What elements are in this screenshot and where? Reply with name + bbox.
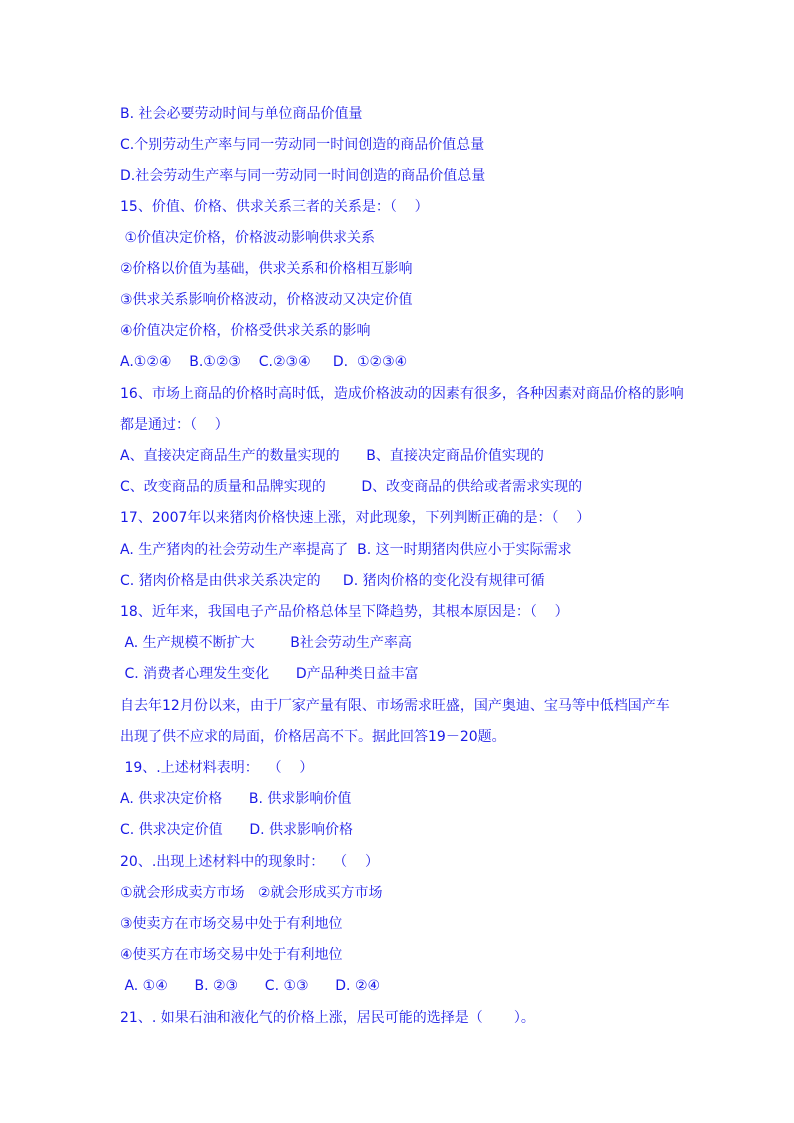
q18-choices-ab: A. 生产规模不断扩大 B社会劳动生产率高: [120, 635, 412, 651]
text-line-2: C.个别劳动生产率与同一劳动同一时间创造的商品价值总量: [120, 137, 485, 153]
question-16-line-1: 16、市场上商品的价格时高时低，造成价格波动的因素有很多，各种因素对商品价格的影响: [120, 386, 684, 402]
q18-choices-cd: C. 消费者心理发生变化 D产品种类日益丰富: [120, 666, 419, 682]
q17-choices-cd: C. 猪肉价格是由供求关系决定的 D. 猪肉价格的变化没有规律可循: [120, 573, 545, 589]
q15-option-4: ④价值决定价格，价格受供求关系的影响: [120, 323, 371, 339]
q16-choices-cd: C、改变商品的质量和品牌实现的 D、改变商品的供给或者需求实现的: [120, 479, 583, 495]
q19-choices-cd: C. 供求决定价值 D. 供求影响价格: [120, 822, 354, 838]
q20-option-12: ①就会形成卖方市场 ②就会形成买方市场: [120, 885, 383, 901]
material-line-2: 出现了供不应求的局面，价格居高不下。据此回答19－20题。: [120, 729, 506, 745]
q20-choices: A. ①④ B. ②③ C. ①③ D. ②④: [120, 978, 381, 994]
question-20: 20、.出现上述材料中的现象时： （ ）: [120, 854, 379, 870]
q19-choices-ab: A. 供求决定价格 B. 供求影响价值: [120, 791, 352, 807]
question-18: 18、近年来，我国电子产品价格总体呈下降趋势，其根本原因是：（ ）: [120, 604, 569, 620]
q15-option-3: ③供求关系影响价格波动，价格波动又决定价值: [120, 292, 413, 308]
material-line-1: 自去年12月份以来，由于厂家产量有限、市场需求旺盛，国产奥迪、宝马等中低档国产车: [120, 698, 670, 714]
question-19: 19、.上述材料表明： （ ）: [120, 760, 314, 776]
q16-choices-ab: A、直接决定商品生产的数量实现的 B、直接决定商品价值实现的: [120, 448, 544, 464]
q20-option-4: ④使买方在市场交易中处于有利地位: [120, 947, 343, 963]
question-21: 21、. 如果石油和液化气的价格上涨，居民可能的选择是（ ）。: [120, 1010, 535, 1026]
q15-choices: A.①②④ B.①②③ C.②③④ D. ①②③④: [120, 354, 408, 370]
q15-option-2: ②价格以价值为基础，供求关系和价格相互影响: [120, 261, 413, 277]
q17-choices-ab: A. 生产猪肉的社会劳动生产率提高了 B. 这一时期猪肉供应小于实际需求: [120, 542, 572, 558]
question-15: 15、价值、价格、供求关系三者的关系是：（ ）: [120, 199, 429, 215]
question-16-line-2: 都是通过：（ ）: [120, 417, 229, 433]
q15-option-1: ①价值决定价格，价格波动影响供求关系: [120, 230, 375, 246]
text-line-1: B. 社会必要劳动时间与单位商品价值量: [120, 106, 363, 122]
question-17: 17、2007年以来猪肉价格快速上涨，对此现象，下列判断正确的是：（ ）: [120, 510, 591, 526]
text-line-3: D.社会劳动生产率与同一劳动同一时间创造的商品价值总量: [120, 168, 486, 184]
q20-option-3: ③使卖方在市场交易中处于有利地位: [120, 916, 343, 932]
